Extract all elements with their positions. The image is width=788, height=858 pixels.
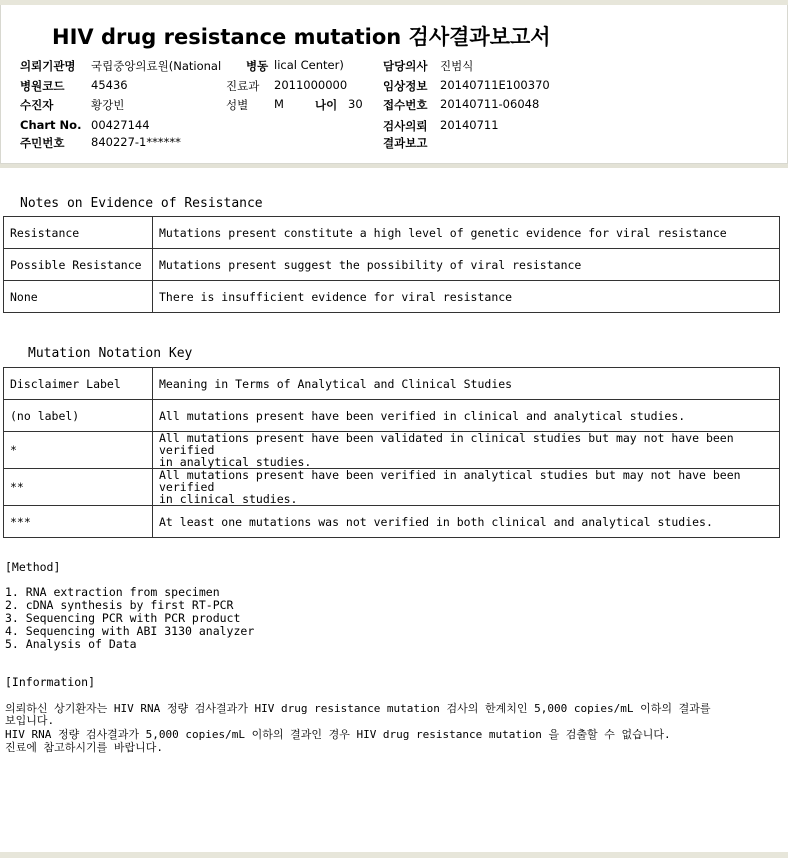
key-meaning-line: All mutations present have been verified in clinical and analytical studies.	[159, 408, 686, 423]
key-label-cell: *	[4, 432, 153, 469]
key-table	[3, 367, 780, 538]
receipt-no-label: 접수번호	[383, 98, 428, 112]
key-meaning-cell	[153, 400, 780, 432]
table-row	[4, 368, 780, 400]
key-section-title: Mutation Notation Key	[28, 346, 193, 361]
bottom-border	[0, 852, 788, 858]
table-row	[4, 249, 780, 281]
attending-doctor-label: 담당의사	[383, 59, 428, 73]
table-row	[4, 432, 780, 469]
method-step: 5. Analysis of Data	[5, 637, 137, 651]
key-label-cell: (no label)	[4, 400, 153, 432]
key-label-cell: **	[4, 469, 153, 506]
table-row	[4, 217, 780, 249]
patient-value: 황강빈	[91, 98, 125, 112]
clinical-info-value: 20140711E100370	[440, 78, 550, 92]
age-label: 나이	[315, 98, 338, 112]
requesting-institution-label: 의뢰기관명	[20, 59, 76, 73]
key-label-cell: Disclaimer Label	[4, 368, 153, 400]
chart-no-value: 00427144	[91, 118, 150, 132]
notes-label-cell: Possible Resistance	[4, 249, 153, 281]
method-step: 4. Sequencing with ABI 3130 analyzer	[5, 624, 255, 638]
resident-no-label: 주민번호	[20, 136, 65, 150]
key-meaning-line: All mutations present have been validated in clinical studies but may not have been verified	[159, 431, 734, 457]
notes-table	[3, 216, 780, 313]
key-meaning-cell	[153, 506, 780, 538]
test-request-value: 20140711	[440, 118, 499, 132]
method-step: 3. Sequencing PCR with PCR product	[5, 611, 241, 625]
notes-text-cell: Mutations present suggest the possibility of viral resistance	[153, 249, 780, 281]
department-value: 2011000000	[274, 78, 348, 92]
resident-no-value: 840227-1******	[91, 135, 181, 149]
information-line: 보입니다.	[5, 714, 55, 727]
method-step: 1. RNA extraction from specimen	[5, 585, 220, 599]
key-meaning-cell	[153, 469, 780, 506]
notes-label-cell: None	[4, 281, 153, 313]
key-meaning-cell	[153, 368, 780, 400]
table-row	[4, 506, 780, 538]
patient-label: 수진자	[20, 98, 54, 112]
key-meaning-line: At least one mutations was not verified in both clinical and analytical studies.	[159, 514, 713, 529]
receipt-no-value: 20140711-06048	[440, 97, 540, 111]
requesting-institution-value-2: lical Center)	[274, 58, 344, 72]
method-step: 2. cDNA synthesis by first RT-PCR	[5, 598, 234, 612]
information-line: 의뢰하신 상기환자는 HIV RNA 정량 검사결과가 HIV drug resistance mutation 검사의 한계치인 5,000 copies/mL 이하의 결과를	[5, 702, 711, 715]
attending-doctor-value: 진범식	[440, 59, 474, 73]
key-meaning-line-2: in clinical studies.	[159, 492, 298, 506]
notes-text-cell: There is insufficient evidence for viral resistance	[153, 281, 780, 313]
information-heading: [Information]	[5, 675, 96, 689]
information-line: HIV RNA 정량 검사결과가 5,000 copies/mL 이하의 결과인 경우 HIV drug resistance mutation 을 검출할 수 없습니다.	[5, 728, 671, 741]
notes-section-title: Notes on Evidence of Resistance	[20, 196, 263, 211]
table-row	[4, 469, 780, 506]
key-meaning-line: All mutations present have been verified in analytical studies but may not have been verified	[159, 468, 741, 494]
table-row	[4, 281, 780, 313]
key-meaning-line-2: in analytical studies.	[159, 455, 312, 469]
information-line: 진료에 참고하시기를 바랍니다.	[5, 741, 164, 754]
table-row	[4, 400, 780, 432]
ward-code-label: 병원코드	[20, 79, 65, 93]
report-title: HIV drug resistance mutation 검사결과보고서	[52, 25, 551, 49]
test-request-label: 검사의뢰	[383, 119, 428, 133]
notes-label-cell: Resistance	[4, 217, 153, 249]
ward-overlap-label: 병동	[246, 59, 269, 73]
department-label: 진료과	[226, 79, 260, 93]
key-meaning-cell	[153, 432, 780, 469]
sex-value: M	[274, 97, 284, 111]
key-meaning-line: Meaning in Terms of Analytical and Clinical Studies	[159, 376, 513, 391]
clinical-info-label: 임상정보	[383, 79, 428, 93]
chart-no-label: Chart No.	[20, 118, 82, 132]
result-report-label: 결과보고	[383, 136, 428, 150]
key-label-cell: ***	[4, 506, 153, 538]
age-value: 30	[348, 97, 363, 111]
sex-label: 성별	[226, 98, 249, 112]
header-divider	[0, 164, 788, 168]
method-heading: [Method]	[5, 560, 61, 574]
requesting-institution-value: 국립중앙의료원(National	[91, 59, 222, 73]
ward-code-value: 45436	[91, 78, 128, 92]
notes-text-cell: Mutations present constitute a high level of genetic evidence for viral resistance	[153, 217, 780, 249]
